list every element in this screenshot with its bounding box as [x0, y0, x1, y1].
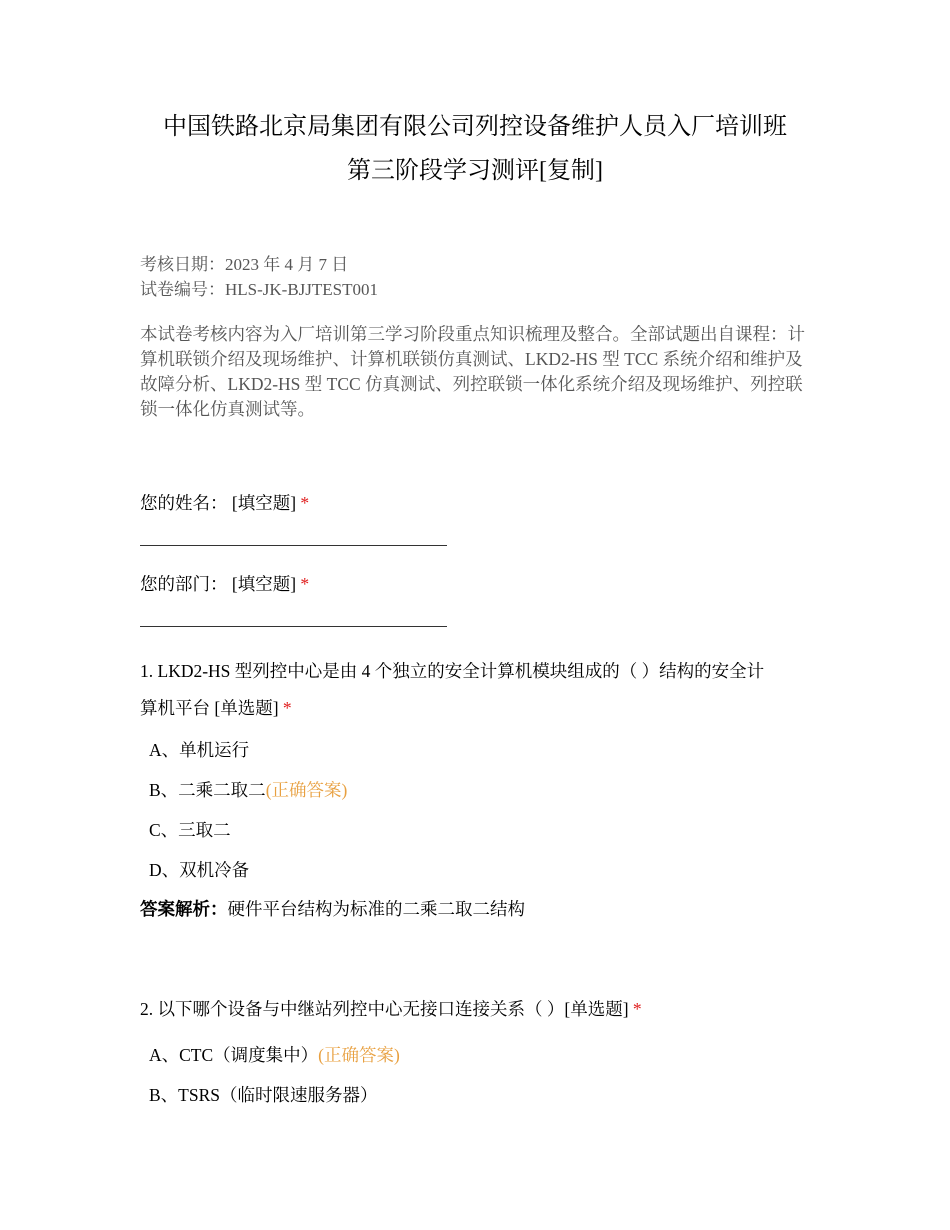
field-label: 您的部门： [140, 574, 228, 594]
question-text-cont: 算机平台 [单选题] [140, 698, 279, 718]
required-mark: * [300, 574, 310, 594]
date-value: 2023 年 4 月 7 日 [225, 255, 349, 274]
q1-analysis [140, 896, 525, 921]
option-label: A、CTC（调度集中） [149, 1045, 319, 1065]
question-text: 1. LKD2-HS 型列控中心是由 4 个独立的安全计算机模块组成的（ ）结构的安全计 [140, 661, 765, 681]
exam-meta [140, 252, 378, 302]
department-field-label [140, 571, 309, 596]
option-label: B、二乘二取二 [149, 780, 266, 800]
field-label: 您的姓名： [140, 493, 228, 513]
question-2 [140, 996, 642, 1021]
question-text: 2. 以下哪个设备与中继站列控中心无接口连接关系（ ）[单选题] [140, 999, 629, 1019]
date-label: 考核日期： [140, 255, 225, 274]
department-input-line[interactable] [140, 626, 447, 627]
code-label: 试卷编号： [140, 280, 225, 299]
exam-intro: 本试卷考核内容为入厂培训第三学习阶段重点知识梳理及整合。全部试题出自课程：计算机联锁介绍及现场维护、计算机联锁仿真测试、LKD2-HS 型 TCC 系统介绍和维护及故障分析、LKD2-HS 型 TCC 仿真测试、列控联锁一体化系统介绍及现场维护、列控联锁一体化仿真测试等。 [140, 324, 805, 419]
question-1 [140, 653, 764, 727]
exam-date [140, 252, 378, 277]
q2-option-b[interactable]: B、TSRS（临时限速服务器） [149, 1085, 378, 1105]
field-type: [填空题] [231, 574, 297, 594]
q1-option-c[interactable]: C、三取二 [149, 820, 231, 840]
name-field-label [140, 490, 309, 515]
title-line-1: 中国铁路北京局集团有限公司列控设备维护人员入厂培训班 [163, 114, 787, 140]
q1-option-b[interactable] [149, 777, 347, 802]
correct-answer-tag: (正确答案) [265, 780, 348, 800]
correct-answer-tag: (正确答案) [318, 1045, 400, 1065]
name-input-line[interactable] [140, 545, 447, 546]
code-value: HLS-JK-BJJTEST001 [225, 280, 379, 299]
field-type: [填空题] [231, 493, 297, 513]
q2-option-a[interactable] [149, 1042, 400, 1067]
exam-code [140, 277, 378, 302]
required-mark: * [632, 999, 642, 1019]
q1-option-a[interactable]: A、单机运行 [149, 740, 250, 760]
q1-option-d[interactable]: D、双机冷备 [149, 860, 250, 880]
document-title [0, 105, 950, 193]
required-mark: * [282, 698, 292, 718]
analysis-label: 答案解析： [140, 899, 228, 919]
analysis-text: 硬件平台结构为标准的二乘二取二结构 [227, 899, 525, 919]
title-line-2: 第三阶段学习测评[复制] [347, 158, 603, 184]
required-mark: * [300, 493, 310, 513]
